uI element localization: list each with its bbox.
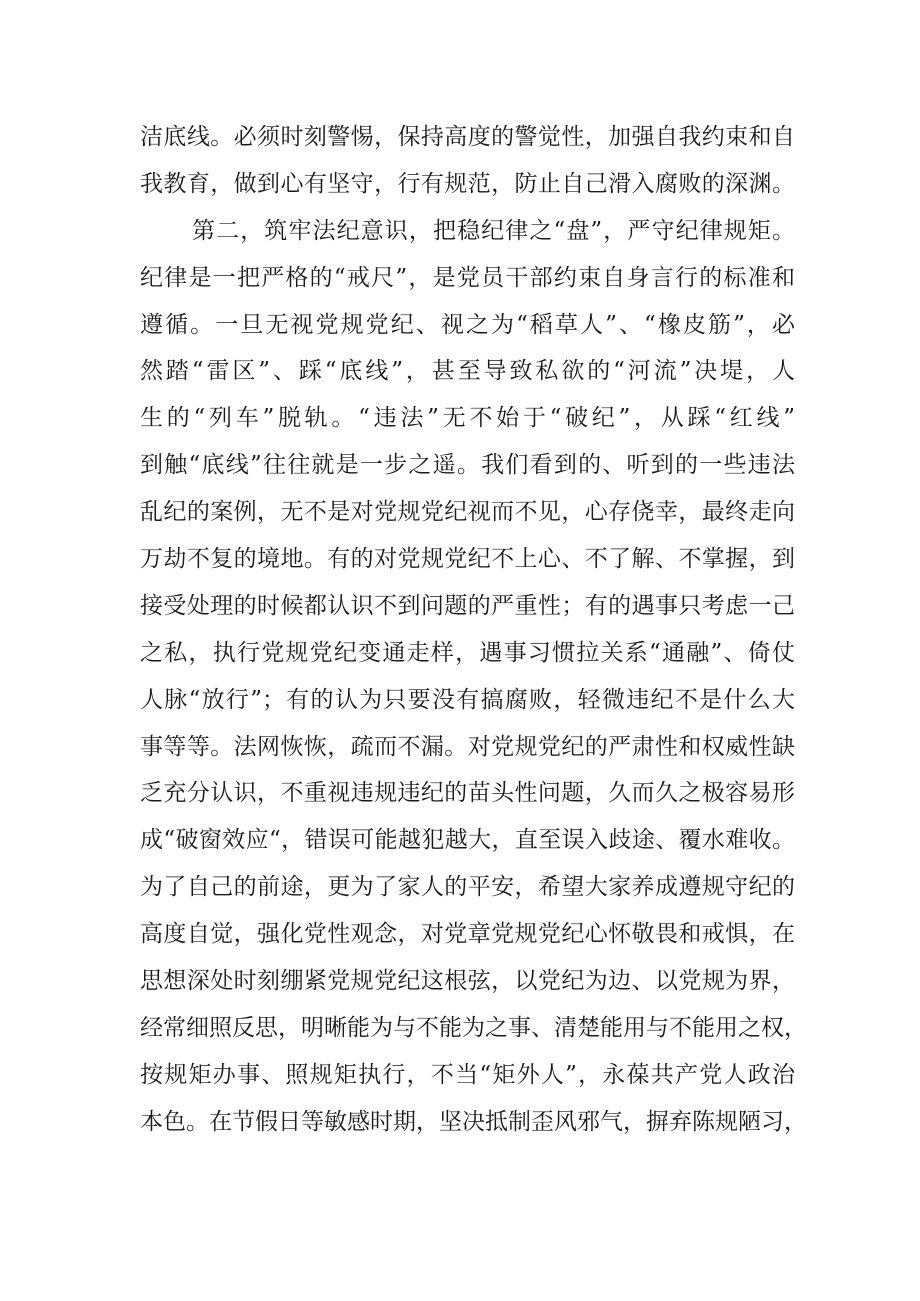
text-line: 乱纪的案例，无不是对党规党纪视而不见，心存侥幸，最终走向 <box>140 499 795 526</box>
text-line: 高度自觉，强化党性观念，对党章党规党纪心怀敬畏和戒惧，在 <box>140 921 795 948</box>
text-line: 人脉“放行”；有的认为只要没有搞腐败，轻微违纪不是什么大 <box>140 686 795 713</box>
text-line: 然踏“雷区”、踩“底线”，甚至导致私欲的“河流”决堤，人 <box>140 358 795 385</box>
text-line: 经常细照反思，明晰能为与不能为之事、清楚能用与不能用之权， <box>140 1014 807 1041</box>
text-line: 纪律是一把严格的“戒尺”，是党员干部约束自身言行的标准和 <box>140 264 795 291</box>
text-line: 接受处理的时候都认识不到问题的严重性；有的遇事只考虑一己 <box>140 592 795 619</box>
text-line: 万劫不复的境地。有的对党规党纪不上心、不了解、不掌握，到 <box>140 546 795 573</box>
text-line: 我教育，做到心有坚守，行有规范，防止自己滑入腐败的深渊。 <box>140 170 795 197</box>
text-line: 之私，执行党规党纪变通走样，遇事习惯拉关系“通融”、倚仗 <box>140 639 795 666</box>
text-line: 按规矩办事、照规矩执行，不当“矩外人”，永葆共产党人政治 <box>140 1061 795 1088</box>
text-line: 本色。在节假日等敏感时期，坚决抵制歪风邪气，摒弃陈规陋习， <box>140 1108 807 1135</box>
text-line: 成“破窗效应“，错误可能越犯越大，直至误入歧途、覆水难收。 <box>140 827 795 854</box>
text-line: 生的“列车”脱轨。“违法”无不始于“破纪”，从踩“红线” <box>140 405 795 432</box>
text-line: 事等等。法网恢恢，疏而不漏。对党规党纪的严肃性和权威性缺 <box>140 733 795 760</box>
section-heading-line: 第二，筑牢法纪意识，把稳纪律之“盘”，严守纪律规矩。 <box>192 217 795 244</box>
text-line: 思想深处时刻绷紧党规党纪这根弦，以党纪为边、以党规为界， <box>140 968 795 995</box>
text-line: 遵循。一旦无视党规党纪、视之为“稻草人”、“橡皮筋”，必 <box>140 311 795 338</box>
text-line: 洁底线。必须时刻警惕，保持高度的警觉性，加强自我约束和自 <box>140 124 795 150</box>
text-line: 为了自己的前途，更为了家人的平安，希望大家养成遵规守纪的 <box>140 874 795 901</box>
text-line: 到触“底线”往往就是一步之遥。我们看到的、听到的一些违法 <box>140 452 795 479</box>
body-text <box>140 114 807 1146</box>
text-line: 乏充分认识，不重视违规违纪的苗头性问题，久而久之极容易形 <box>140 780 795 807</box>
